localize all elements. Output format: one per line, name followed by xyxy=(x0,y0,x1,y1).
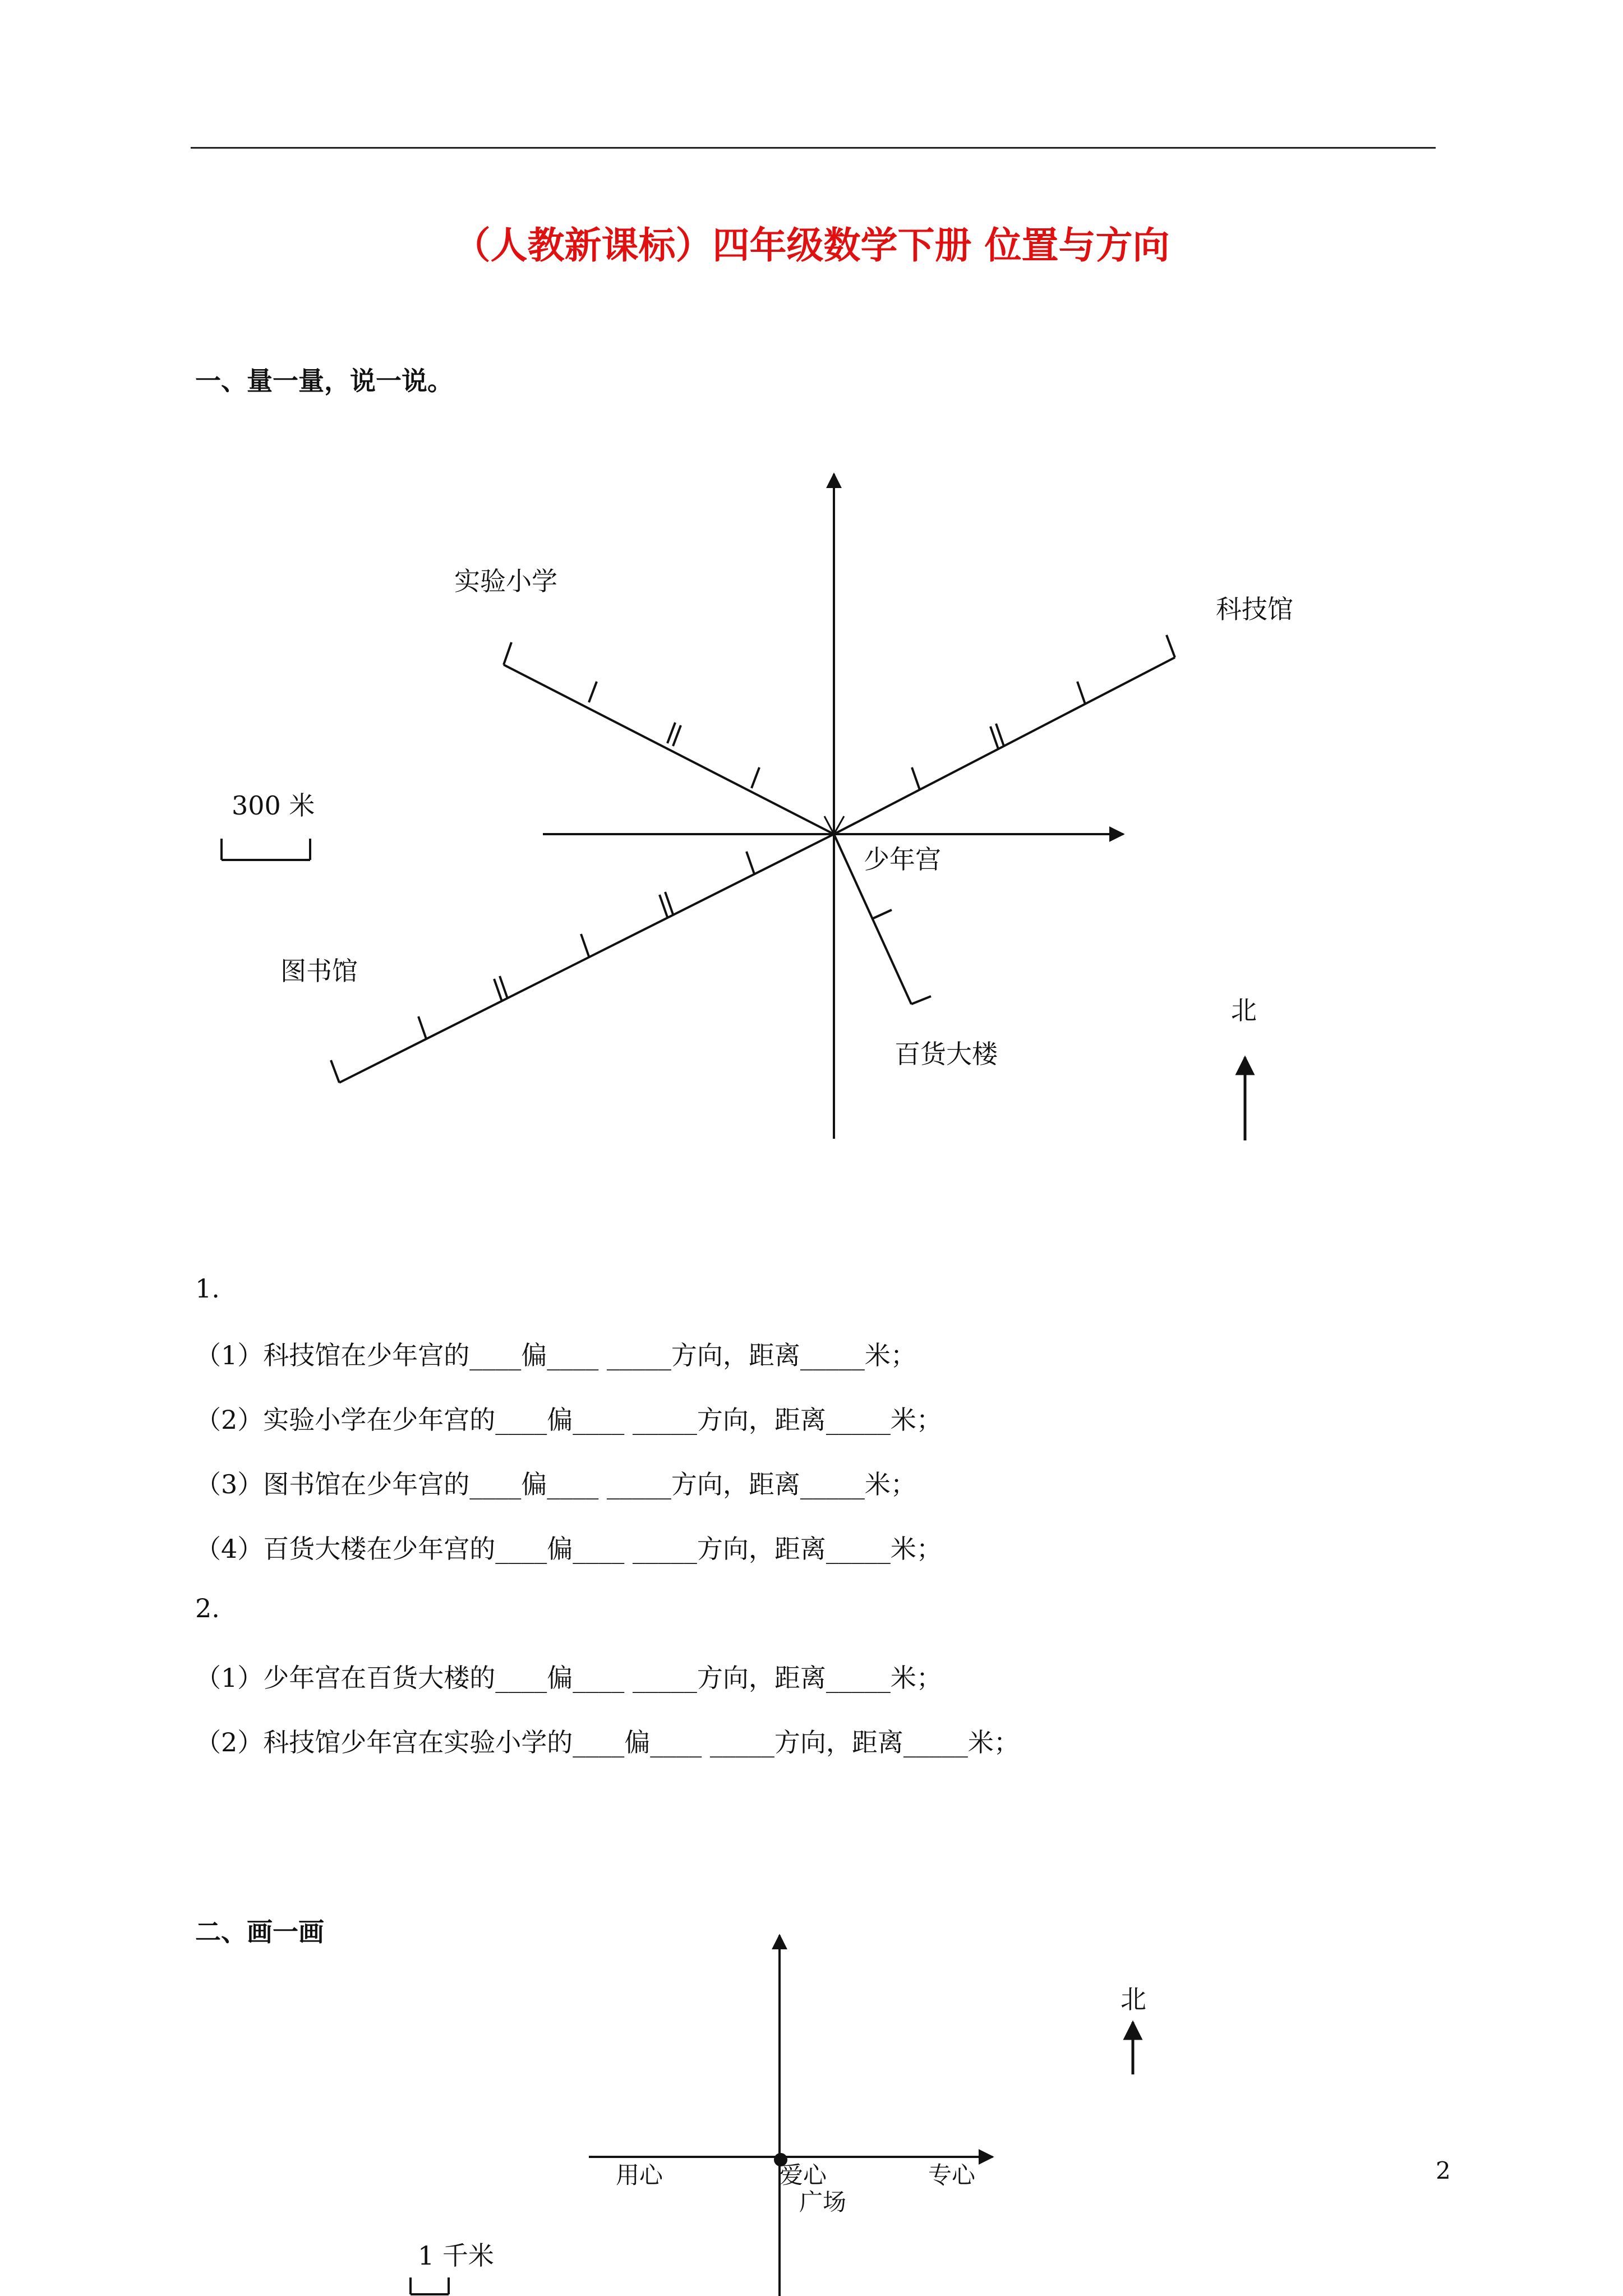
section2-heading: 二、画一画 xyxy=(195,1917,324,1947)
question-1-item: （4）百货大楼在少年宫的____偏____ _____方向，距离_____米； xyxy=(195,1534,942,1564)
question-1-item: （2）实验小学在少年宫的____偏____ _____方向，距离_____米； xyxy=(195,1405,942,1435)
scale-label-300m: 300 米 xyxy=(232,790,315,821)
scale-bar-1km xyxy=(411,2277,449,2294)
label-kejiguan: 科技馆 xyxy=(1216,594,1293,624)
question-1-item: （1）科技馆在少年宫的____偏____ _____方向，距离_____米； xyxy=(195,1340,916,1370)
question-2-item: （1）少年宫在百货大楼的____偏____ _____方向，距离_____米； xyxy=(195,1663,942,1693)
scale-label-1km: 1 千米 xyxy=(418,2240,494,2271)
label-shiyan: 实验小学 xyxy=(454,566,557,596)
label-baihuo: 百货大楼 xyxy=(895,1039,998,1069)
question-2-item: （2）科技馆少年宫在实验小学的____偏____ _____方向，距离_____米； xyxy=(195,1727,1020,1757)
question-1-label: 1. xyxy=(195,1273,220,1304)
page-title: （人教新课标）四年级数学下册 位置与方向 xyxy=(453,224,1170,267)
page-number: 2 xyxy=(1436,2157,1451,2184)
label-aixin: 爱心 xyxy=(780,2161,827,2189)
label-shaoniangong: 少年宫 xyxy=(864,844,941,875)
question-2-label: 2. xyxy=(195,1593,220,1623)
label-yongxin: 用心 xyxy=(616,2161,663,2189)
question-1-item: （3）图书馆在少年宫的____偏____ _____方向，距离_____米； xyxy=(195,1469,916,1499)
label-zhuanxin: 专心 xyxy=(928,2161,976,2189)
label-guangchang: 广场 xyxy=(799,2188,847,2216)
label-tushuguan: 图书馆 xyxy=(280,956,358,986)
north-label: 北 xyxy=(1231,995,1257,1025)
north-label-2: 北 xyxy=(1121,1984,1146,2014)
section1-heading: 一、量一量，说一说。 xyxy=(195,366,453,396)
